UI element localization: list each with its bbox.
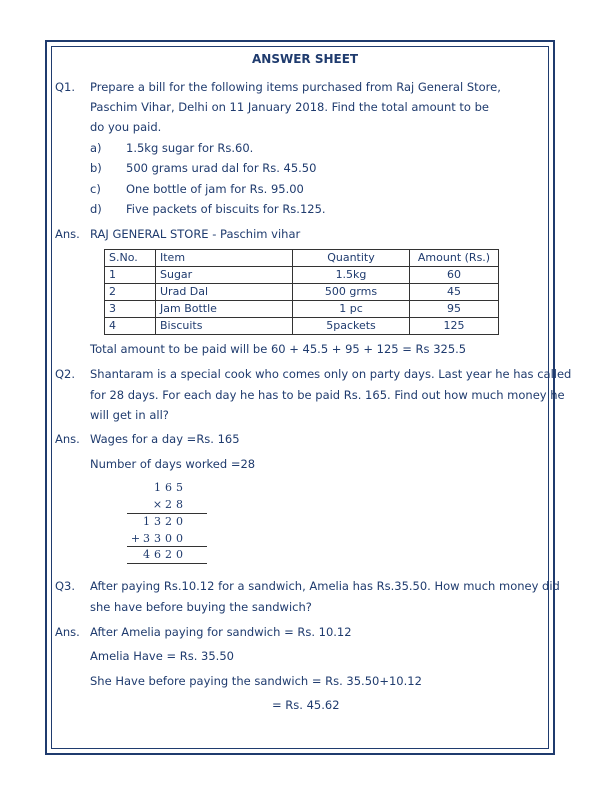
table-cell: 45 [410,284,499,301]
table-row [105,301,499,318]
a1-label: Ans. [55,227,80,241]
table-cell: 60 [410,267,499,284]
mult-row: 4 6 2 0 [143,548,183,561]
q1-item-text: One bottle of jam for Rs. 95.00 [126,182,304,196]
mult-row: + 3 3 0 0 [130,532,183,545]
a3-line2: Amelia Have = Rs. 35.50 [90,649,234,663]
table-cell: 500 grms [293,284,410,301]
table-header-row [105,250,499,267]
q1-item-text: 500 grams urad dal for Rs. 45.50 [126,161,317,175]
q2-line3: will get in all? [90,408,169,422]
days-line: Number of days worked =28 [90,457,256,471]
table-cell: Biscuits [156,318,293,335]
table-cell: 5packets [293,318,410,335]
mult-row: × 2 8 [152,498,183,511]
table-header: Amount (Rs.) [410,250,499,267]
q2-line1: Shantaram is a special cook who comes only on party days. Last year he has called [90,367,572,381]
q2-label: Q2. [55,367,76,381]
table-cell: 1.5kg [293,267,410,284]
a3-line3: She Have before paying the sandwich = Rs. 35.50+10.12 [90,674,422,688]
mult-row: 1 3 2 0 [143,515,183,528]
table-header: Quantity [293,250,410,267]
q3-line1: After paying Rs.10.12 for a sandwich, Amelia has Rs.35.50. How much money did [90,579,560,593]
mult-rule [127,513,207,514]
wages-line: Wages for a day =Rs. 165 [90,432,240,446]
q1-item-text: 1.5kg sugar for Rs.60. [126,141,254,155]
a3-label: Ans. [55,625,80,639]
page-title: ANSWER SHEET [252,52,359,66]
q1-line1: Prepare a bill for the following items purchased from Raj General Store, [90,80,501,94]
q1-line2: Paschim Vihar, Delhi on 11 January 2018. Find the total amount to be [90,100,489,114]
q3-label: Q3. [55,579,76,593]
q1-label: Q1. [55,80,76,94]
bill-table [104,249,499,335]
q1-item-text: Five packets of biscuits for Rs.125. [126,202,326,216]
table-row [105,267,499,284]
table-cell: Urad Dal [156,284,293,301]
table-cell: 125 [410,318,499,335]
q1-item-key: d) [90,202,102,216]
q3-line2: she have before buying the sandwich? [90,600,312,614]
table-row [105,318,499,335]
table-cell: 3 [105,301,156,318]
q1-item-key: b) [90,161,102,175]
q1-item-key: a) [90,141,102,155]
table-header: Item [156,250,293,267]
q1-line3: do you paid. [90,120,162,134]
q2-line2: for 28 days. For each day he has to be paid Rs. 165. Find out how much money he [90,388,565,402]
a3-line1: After Amelia paying for sandwich = Rs. 10.12 [90,625,352,639]
q1-item-key: c) [90,182,101,196]
table-cell: 1 [105,267,156,284]
mult-rule [127,563,207,564]
bill-total: Total amount to be paid will be 60 + 45.5 + 95 + 125 = Rs 325.5 [90,342,467,356]
table-header: S.No. [105,250,156,267]
a3-line4: = Rs. 45.62 [272,698,340,712]
table-cell: 4 [105,318,156,335]
table-cell: 2 [105,284,156,301]
table-cell: Jam Bottle [156,301,293,318]
table-cell: 1 pc [293,301,410,318]
a2-label: Ans. [55,432,80,446]
store-name: RAJ GENERAL STORE - Paschim vihar [90,227,301,241]
mult-row: 1 6 5 [154,481,183,494]
table-cell: Sugar [156,267,293,284]
mult-rule [127,546,207,547]
table-row [105,284,499,301]
table-cell: 95 [410,301,499,318]
